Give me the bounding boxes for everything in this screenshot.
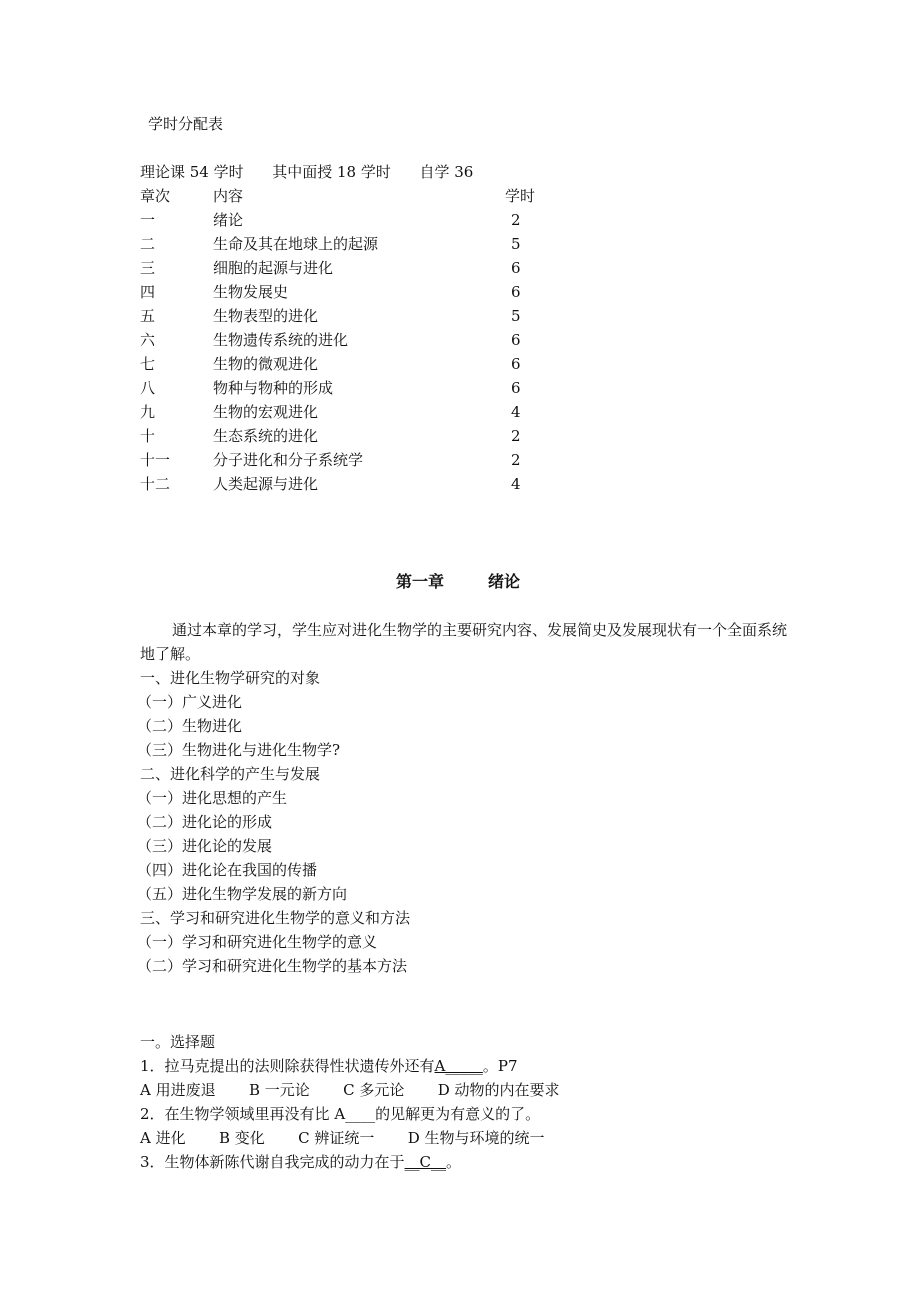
row-content: 分子进化和分子系统学 — [213, 451, 364, 469]
row-hours: 6 — [511, 259, 521, 277]
row-content: 生物的宏观进化 — [213, 403, 319, 421]
row-hours: 2 — [511, 211, 521, 229]
row-content: 生物遗传系统的进化 — [213, 331, 349, 349]
row-chapter: 三 — [140, 259, 156, 277]
row-chapter: 二 — [140, 235, 156, 253]
row-chapter: 六 — [140, 331, 156, 349]
header-hours: 学时 — [505, 187, 536, 205]
outline-item: （三）进化论的发展 — [137, 837, 273, 855]
chapter-title: 绪论 — [488, 572, 521, 591]
row-content: 人类起源与进化 — [213, 475, 319, 493]
row-content: 生态系统的进化 — [213, 427, 319, 445]
row-hours: 2 — [511, 427, 521, 445]
allocation-row — [0, 400, 920, 424]
quiz-section-title: 一。选择题 — [140, 1033, 216, 1051]
row-hours: 4 — [511, 475, 521, 493]
q3-tail: 。 — [446, 1153, 462, 1171]
allocation-title: 学时分配表 — [148, 115, 224, 133]
row-chapter: 四 — [140, 283, 156, 301]
row-chapter: 十二 — [140, 475, 171, 493]
outline-item: 二、进化科学的产生与发展 — [140, 765, 321, 783]
allocation-row — [0, 352, 920, 376]
outline-item: 一、进化生物学研究的对象 — [140, 669, 321, 687]
row-hours: 4 — [511, 403, 521, 421]
allocation-row — [0, 304, 920, 328]
row-content: 生物表型的进化 — [213, 307, 319, 325]
row-chapter: 一 — [140, 211, 156, 229]
row-chapter: 五 — [140, 307, 156, 325]
allocation-header-row — [0, 184, 920, 208]
row-chapter: 十 — [140, 427, 156, 445]
q2-options: A 进化 B 变化 C 辨证统一 D 生物与环境的统一 — [140, 1129, 545, 1147]
allocation-row — [0, 232, 920, 256]
q3-stem: 3．生物体新陈代谢自我完成的动力在于 — [140, 1153, 405, 1171]
outline-item: （一）学习和研究进化生物学的意义 — [137, 933, 378, 951]
q3-answer-blank: __C__ — [404, 1153, 447, 1171]
allocation-row — [0, 472, 920, 496]
allocation-row — [0, 256, 920, 280]
row-chapter: 八 — [140, 379, 156, 397]
outline-item: （二）学习和研究进化生物学的基本方法 — [137, 957, 408, 975]
row-hours: 2 — [511, 451, 521, 469]
row-hours: 6 — [511, 379, 521, 397]
row-content: 生物的微观进化 — [213, 355, 319, 373]
row-content: 生命及其在地球上的起源 — [213, 235, 379, 253]
allocation-row — [0, 448, 920, 472]
outline-item: 三、学习和研究进化生物学的意义和方法 — [140, 909, 411, 927]
outline-item: （一）进化思想的产生 — [137, 789, 288, 807]
allocation-row — [0, 208, 920, 232]
row-chapter: 九 — [140, 403, 156, 421]
outline-item: （二）生物进化 — [137, 717, 243, 735]
q1-stem: 1．拉马克提出的法则除获得性状遗传外还有 — [140, 1057, 435, 1075]
row-content: 细胞的起源与进化 — [213, 259, 334, 277]
quiz-q3 — [140, 1150, 461, 1174]
chapter-heading — [0, 570, 920, 594]
outline-item: （四）进化论在我国的传播 — [137, 861, 318, 879]
outline-item: （一）广义进化 — [137, 693, 243, 711]
row-hours: 6 — [511, 283, 521, 301]
q1-options: A 用进废退 B 一元论 C 多元论 D 动物的内在要求 — [140, 1081, 560, 1099]
allocation-row — [0, 328, 920, 352]
row-chapter: 七 — [140, 355, 156, 373]
row-hours: 5 — [511, 235, 521, 253]
allocation-summary: 理论课 54 学时 其中面授 18 学时 自学 36 — [140, 163, 474, 181]
row-hours: 5 — [511, 307, 521, 325]
outline-item: （五）进化生物学发展的新方向 — [137, 885, 348, 903]
header-chapter: 章次 — [140, 187, 171, 205]
outline-item: （三）生物进化与进化生物学? — [137, 741, 341, 759]
row-hours: 6 — [511, 331, 521, 349]
quiz-q2: 2．在生物学领域里再没有比 A____的见解更为有意义的了。 — [140, 1105, 541, 1123]
allocation-row — [0, 376, 920, 400]
allocation-row — [0, 424, 920, 448]
row-content: 生物发展史 — [213, 283, 289, 301]
chapter-number: 第一章 — [396, 572, 445, 591]
row-content: 绪论 — [213, 211, 244, 229]
header-content: 内容 — [213, 187, 244, 205]
chapter-intro: 通过本章的学习，学生应对进化生物学的主要研究内容、发展简史及发展现状有一个全面系统地了解。 — [140, 621, 788, 663]
quiz-q1 — [140, 1054, 518, 1078]
row-chapter: 十一 — [140, 451, 171, 469]
row-content: 物种与物种的形成 — [213, 379, 334, 397]
allocation-row — [0, 280, 920, 304]
q1-tail: 。P7 — [482, 1057, 518, 1075]
row-hours: 6 — [511, 355, 521, 373]
q1-answer-blank: A_____ — [434, 1057, 483, 1075]
outline-item: （二）进化论的形成 — [137, 813, 273, 831]
